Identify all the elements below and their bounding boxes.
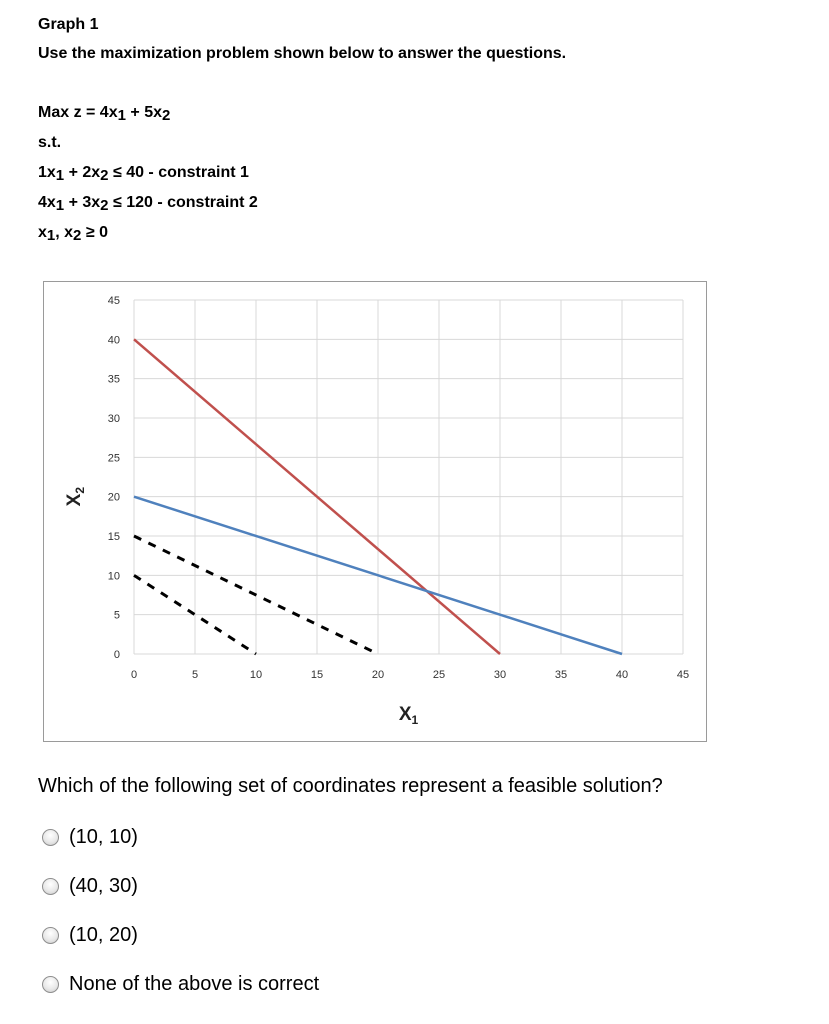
c2-a: 4x xyxy=(38,194,56,211)
radio-button[interactable] xyxy=(42,927,59,944)
radio-button[interactable] xyxy=(42,976,59,993)
y-tick-label: 45 xyxy=(107,295,120,307)
c2-b: + 3x xyxy=(64,194,101,211)
option-1[interactable] xyxy=(42,824,138,850)
radio-button[interactable] xyxy=(42,878,59,895)
x-tick-label: 45 xyxy=(676,669,690,681)
subject-to-label: s.t. xyxy=(38,134,62,151)
objective-prefix: Max z = 4x xyxy=(38,104,118,121)
question-text: Which of the following set of coordinates represent a feasible solution? xyxy=(38,775,663,797)
c1-b: + 2x xyxy=(64,164,101,181)
nn-b: , x xyxy=(55,224,74,241)
c1-c: ≤ 40 - constraint 1 xyxy=(108,164,249,181)
nn-a: x xyxy=(38,224,47,241)
x-tick-label: 40 xyxy=(615,669,629,681)
objective-sub1: 1 xyxy=(117,107,126,124)
y-tick-label: 25 xyxy=(107,452,120,465)
x-tick-label: 10 xyxy=(249,669,263,681)
nn-c: ≥ 0 xyxy=(81,224,108,241)
x-axis-label: $X_1$ xyxy=(398,704,419,727)
x-tick-label: 0 xyxy=(130,669,138,681)
c2-c: ≤ 120 - constraint 2 xyxy=(108,194,258,211)
x-tick-label: 5 xyxy=(191,669,199,681)
nn-sub1: 1 xyxy=(46,227,56,244)
y-tick-label: 20 xyxy=(107,491,120,504)
problem-statement xyxy=(38,98,258,248)
option-3[interactable] xyxy=(42,922,138,948)
y-tick-label: 0 xyxy=(113,649,120,661)
x-tick-label: 20 xyxy=(371,669,385,681)
objective-mid: + 5x xyxy=(125,104,162,121)
instruction-text: Use the maximization problem shown below to answer the questions. xyxy=(38,45,567,62)
option-4-label: None of the above is correct xyxy=(69,972,320,995)
x-tick-label: 30 xyxy=(493,669,507,681)
objective-sub2: 2 xyxy=(161,107,171,124)
y-tick-label: 15 xyxy=(107,531,120,543)
nn-sub2: 2 xyxy=(73,227,82,244)
chart-svg xyxy=(44,282,706,741)
y-tick-label: 40 xyxy=(107,334,120,347)
option-1-label: (10, 10) xyxy=(69,825,138,848)
x-tick-label: 15 xyxy=(310,669,324,681)
objective-function xyxy=(38,98,258,128)
c2-sub1: 1 xyxy=(55,197,65,214)
y-tick-label: 10 xyxy=(107,570,120,583)
graph-chart xyxy=(43,281,707,742)
option-2[interactable] xyxy=(42,873,138,899)
y-axis-label: $X_2$ xyxy=(64,486,87,507)
radio-button[interactable] xyxy=(42,829,59,846)
x-tick-label: 25 xyxy=(432,669,446,681)
c1-sub1: 1 xyxy=(55,167,65,184)
c1-sub2: 2 xyxy=(100,167,109,184)
y-tick-label: 30 xyxy=(107,413,120,425)
x-tick-label: 35 xyxy=(554,669,568,681)
nonnegativity xyxy=(38,218,258,248)
option-2-label: (40, 30) xyxy=(69,874,138,897)
c2-sub2: 2 xyxy=(100,197,109,214)
constraint-1 xyxy=(38,158,258,188)
y-tick-label: 35 xyxy=(107,373,120,386)
graph-title: Graph 1 xyxy=(38,16,99,33)
option-3-label: (10, 20) xyxy=(69,923,138,946)
constraint-2 xyxy=(38,188,258,218)
y-tick-label: 5 xyxy=(113,609,120,622)
option-4[interactable] xyxy=(42,971,319,997)
c1-a: 1x xyxy=(38,164,56,181)
